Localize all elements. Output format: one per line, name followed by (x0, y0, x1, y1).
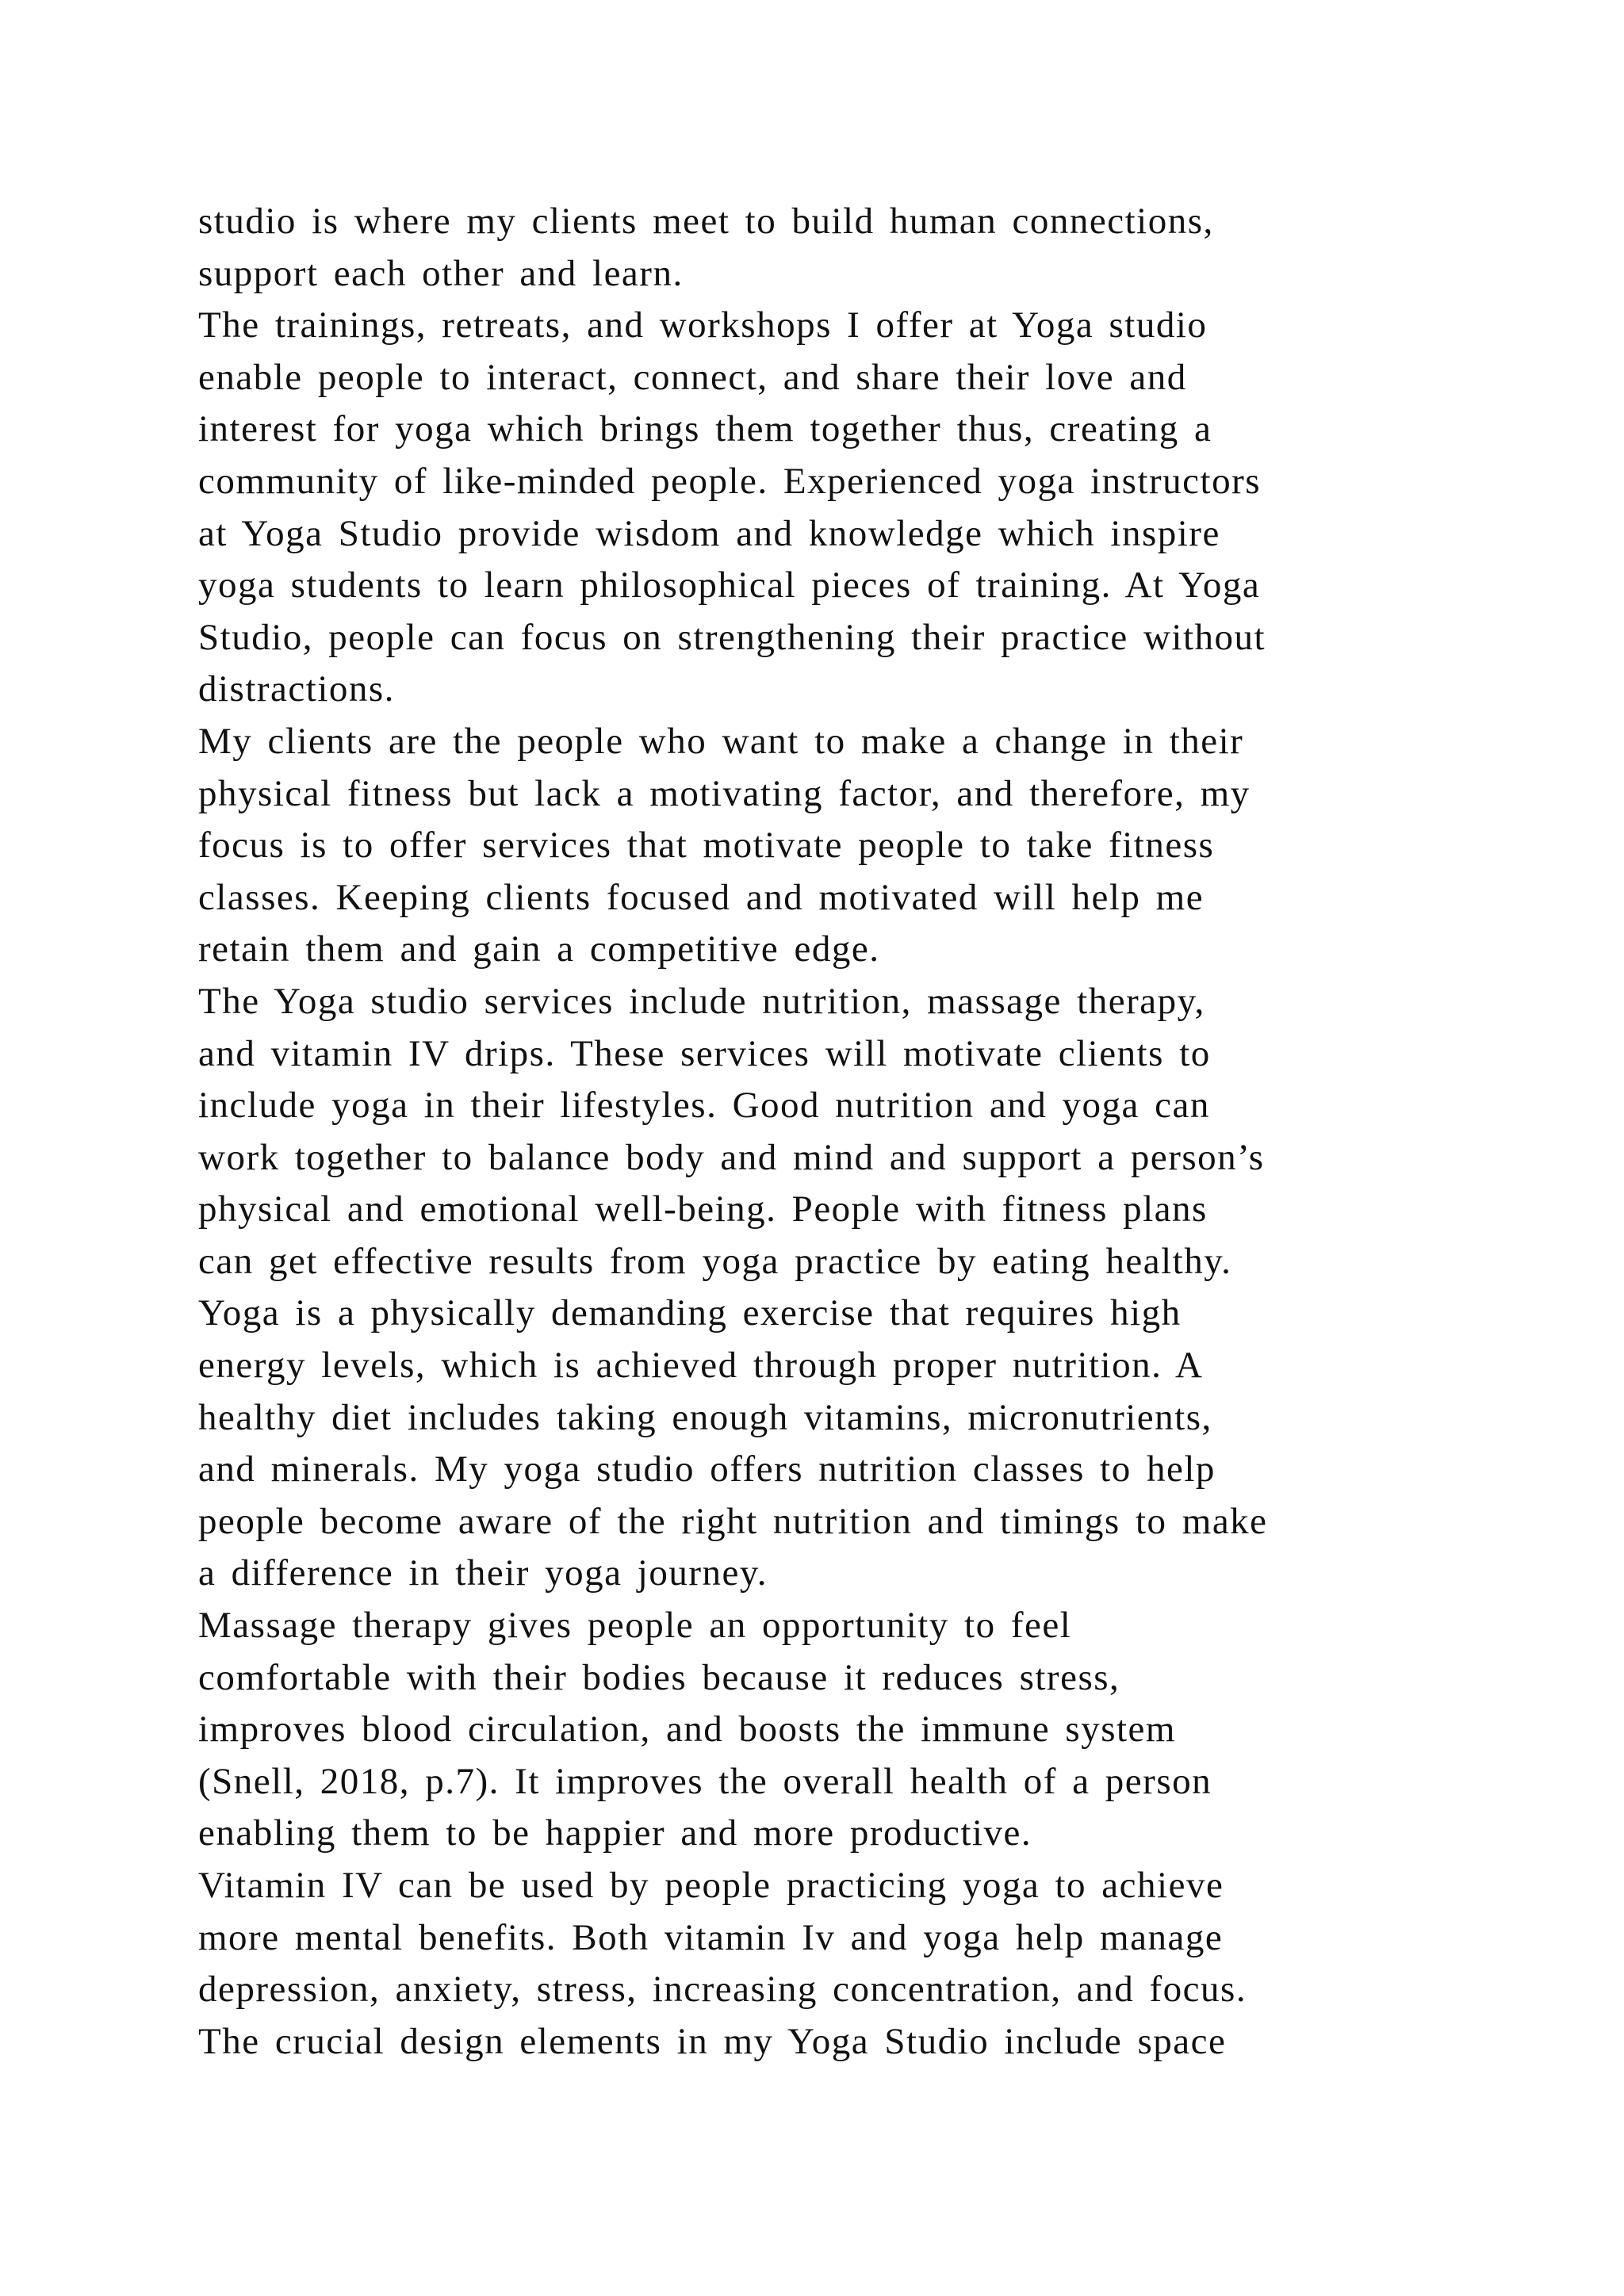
text-line: The trainings, retreats, and workshops I offer at Yoga studio (198, 304, 1208, 346)
text-line: can get effective results from yoga practice by eating healthy. (198, 1240, 1232, 1282)
text-line: community of like-minded people. Experienced yoga instructors (198, 460, 1262, 502)
text-line: healthy diet includes taking enough vitamins, micronutrients, (198, 1396, 1212, 1438)
text-line: (Snell, 2018, p.7). It improves the overall health of a person (198, 1760, 1212, 1802)
text-line: physical and emotional well-being. People with fitness plans (198, 1188, 1208, 1230)
text-line: Studio, people can focus on strengthening their practice without (198, 616, 1266, 658)
text-line: Yoga is a physically demanding exercise that requires high (198, 1292, 1182, 1334)
text-line: include yoga in their lifestyles. Good nutrition and yoga can (198, 1085, 1210, 1127)
text-line: retain them and gain a competitive edge. (198, 928, 880, 970)
text-line: energy levels, which is achieved through proper nutrition. A (198, 1345, 1204, 1387)
text-line: depression, anxiety, stress, increasing concentration, and focus. (198, 1969, 1247, 2011)
text-line: yoga students to learn philosophical pieces of training. At Yoga (198, 564, 1261, 607)
text-line: distractions. (198, 668, 395, 710)
text-line: comfortable with their bodies because it reduces stress, (198, 1656, 1120, 1698)
text-line: focus is to offer services that motivate people to take fitness (198, 825, 1215, 867)
text-line: interest for yoga which brings them together thus, creating a (198, 408, 1212, 450)
text-line: physical fitness but lack a motivating factor, and therefore, my (198, 772, 1251, 814)
text-line: and minerals. My yoga studio offers nutrition classes to help (198, 1448, 1216, 1490)
body-text (198, 196, 1435, 2068)
text-line: The Yoga studio services include nutrition, massage therapy, (198, 980, 1205, 1022)
text-line: a difference in their yoga journey. (198, 1552, 768, 1594)
text-line: at Yoga Studio provide wisdom and knowledge which inspire (198, 512, 1220, 554)
text-line: improves blood circulation, and boosts the immune system (198, 1709, 1176, 1751)
text-line: more mental benefits. Both vitamin Iv and yoga help manage (198, 1916, 1224, 1958)
text-line: enable people to interact, connect, and share their love and (198, 356, 1187, 398)
text-line: The crucial design elements in my Yoga Studio include space (198, 2020, 1227, 2062)
text-line: Vitamin IV can be used by people practicing yoga to achieve (198, 1865, 1224, 1906)
text-line: enabling them to be happier and more productive. (198, 1812, 1032, 1854)
text-line: Massage therapy gives people an opportunity to feel (198, 1605, 1072, 1647)
text-line: people become aware of the right nutrition and timings to make (198, 1500, 1268, 1542)
text-line: support each other and learn. (198, 252, 684, 294)
text-line: studio is where my clients meet to build human connections, (198, 201, 1214, 242)
text-line: classes. Keeping clients focused and motivated will help me (198, 876, 1205, 918)
text-line: and vitamin IV drips. These services will motivate clients to (198, 1032, 1211, 1074)
text-line: My clients are the people who want to make a change in their (198, 720, 1244, 762)
text-line: work together to balance body and mind and support a person’s (198, 1136, 1265, 1178)
